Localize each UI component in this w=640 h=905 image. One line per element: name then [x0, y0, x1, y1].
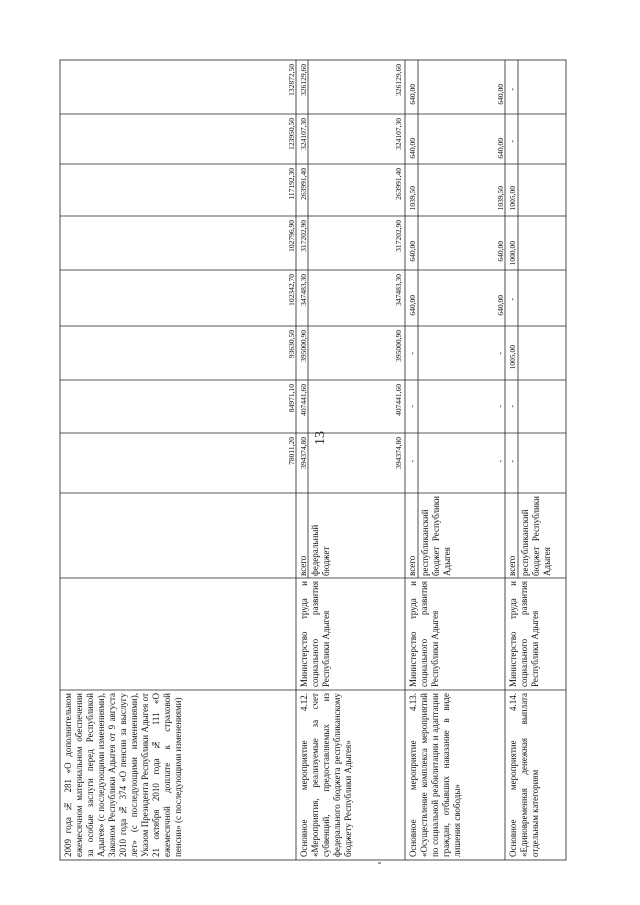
- value-cell: 324107,30: [394, 118, 403, 150]
- source-4-14-total: всего: [507, 555, 517, 576]
- value-cell: 78011,20: [287, 437, 296, 465]
- value-cell: 394374,80: [299, 437, 308, 469]
- event-text-4-14: Основное мероприятие 4.14. «Единовременная денежная выплата отдельным категориям: [508, 693, 540, 857]
- value-cell: 1039,50: [408, 186, 417, 211]
- responsible-4-13: Министерство труда и социального развития Республики Адыгея: [408, 581, 440, 687]
- value-cell: 395000,90: [394, 330, 403, 362]
- value-cell: 102342,70: [287, 274, 296, 306]
- value-cell: 640,00: [408, 84, 417, 105]
- value-cell: 317202,90: [394, 220, 403, 252]
- value-cell: -: [496, 460, 505, 463]
- scan-artifact: [378, 862, 381, 864]
- value-cell: -: [508, 88, 517, 91]
- value-cell: 407441,60: [394, 384, 403, 416]
- source-4-12-total: всего: [298, 555, 308, 576]
- value-cell: 1000,00: [508, 241, 517, 266]
- value-cell: 84971,10: [287, 384, 296, 413]
- value-cell: -: [508, 405, 517, 408]
- value-cell: -: [508, 460, 517, 463]
- value-cell: 326129,60: [299, 64, 308, 96]
- value-cell: 640,00: [408, 295, 417, 316]
- value-cell: 326129,60: [394, 64, 403, 96]
- value-cell: 347483,30: [299, 274, 308, 306]
- responsible-4-14: Министерство труда и социального развития Республики Адыгея: [508, 581, 540, 687]
- value-cell: 640,00: [496, 295, 505, 316]
- value-cell: -: [496, 405, 505, 408]
- value-cell: 394374,80: [394, 437, 403, 469]
- source-4-13-regional: республиканский бюджет Республики Адыгея: [420, 496, 452, 576]
- event-text-4-12: Основное мероприятие 4.12. «Мероприятия, реализуемые за счет субвенций, предоставляемых из федерального бюджета республиканскому бюджету Республики Адыгея»: [299, 693, 353, 857]
- value-cell: 640,00: [408, 138, 417, 159]
- event-text-4-13: Основное мероприятие 4.13. «Осуществление комплекса мероприятий по социальной реабилитации и адаптации граждан, отбывших наказание в виде лишения свободы»: [408, 693, 462, 857]
- event-text-continuation: 2009 года № 281 «О дополнительном ежемесячном материальном обеспечении за особые заслуги перед Республикой Адыгея» (с последующими изменениями), Законом Республики Адыгея от 9 августа 2010 года № 374 «О пенсии за выслугу лет» (с последующими изменениями), Указом Президента Республики Адыгея от 21 октября 2010 года № 111 «О ежемесячной доплате к страховой пенсии» (с последующими изменениями): [63, 693, 183, 857]
- value-cell: 93630,50: [287, 330, 296, 359]
- value-cell: 407441,60: [299, 384, 308, 416]
- responsible-4-12: Министерство труда и социального развития Республики Адыгея: [299, 581, 331, 687]
- value-cell: 640,00: [496, 84, 505, 105]
- source-4-14-regional: республиканский бюджет Республики Адыгея: [520, 496, 552, 576]
- value-cell: 123950,50: [287, 118, 296, 150]
- value-cell: -: [508, 140, 517, 143]
- value-cell: 1039,50: [496, 186, 505, 211]
- value-cell: 640,00: [496, 241, 505, 262]
- value-cell: 347483,30: [394, 274, 403, 306]
- value-cell: 263991,40: [394, 168, 403, 200]
- source-4-12-federal: федеральный бюджет: [310, 524, 331, 576]
- value-cell: -: [408, 352, 417, 355]
- value-cell: 102796,90: [287, 220, 296, 252]
- page-number: 13: [313, 431, 328, 445]
- source-4-13-total: всего: [407, 555, 417, 576]
- value-cell: 640,00: [496, 138, 505, 159]
- value-cell: 132872,50: [287, 64, 296, 96]
- value-cell: -: [496, 352, 505, 355]
- value-cell: -: [408, 405, 417, 408]
- value-cell: 1005,00: [508, 345, 517, 370]
- value-cell: 324107,30: [299, 118, 308, 150]
- value-cell: -: [408, 460, 417, 463]
- value-cell: 317202,90: [299, 220, 308, 252]
- value-cell: 640,00: [408, 241, 417, 262]
- value-cell: 395000,90: [299, 330, 308, 362]
- value-cell: 263991,40: [299, 168, 308, 200]
- value-cell: -: [508, 298, 517, 301]
- value-cell: 117192,30: [287, 168, 296, 200]
- value-cell: 1005,00: [508, 186, 517, 211]
